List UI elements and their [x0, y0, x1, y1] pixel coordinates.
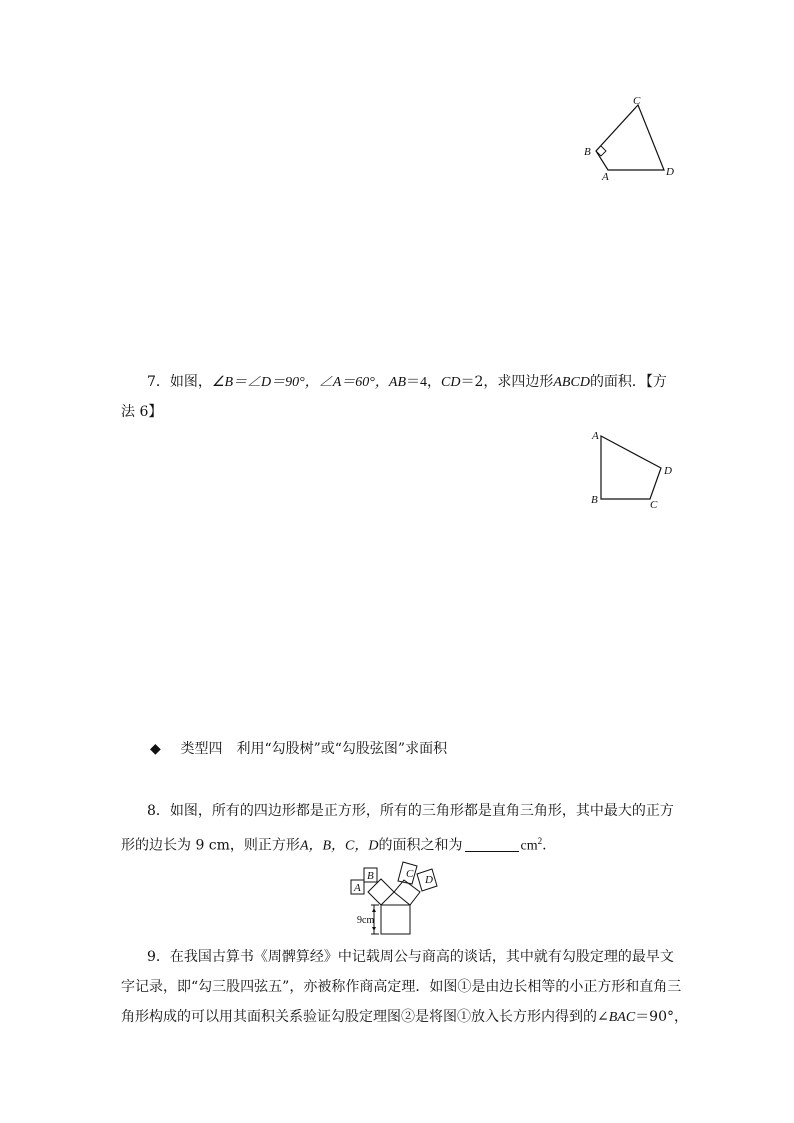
label-D: D: [666, 166, 674, 178]
problem9-line2: 字记录，即“勾三股四弦五”，亦被称作商高定理．如图①是由边长相等的小正方形和直角三: [121, 979, 682, 995]
figure-quadrilateral-problem7-svg: [588, 428, 688, 518]
problem7-prefix: 7．如图，: [147, 374, 212, 390]
label-A: A: [592, 430, 599, 442]
label-C: C: [650, 499, 658, 511]
problem7-end: 的面积．【方: [589, 374, 667, 390]
problem8-letters: A，B，C，D: [299, 838, 379, 854]
label-D: D: [664, 465, 672, 477]
diamond-bullet-icon: ◆: [150, 741, 161, 757]
problem8-line2: [121, 831, 681, 857]
label-C: C: [633, 95, 641, 107]
problem9-line3-prefix: 角形构成的可以用其面积关系验证勾股定理图②是将图①放入长方形内得到的∠: [121, 1009, 609, 1025]
problem9-line3: [121, 1007, 689, 1028]
label-A: A: [602, 171, 609, 183]
problem8-line1: 8．如图，所有的四边形都是正方形，所有的三角形都是直角三角形，其中最大的正方: [147, 803, 674, 819]
problem7-AB-value: ＝4，: [406, 375, 441, 390]
problem8-mid: 的面积之和为: [378, 837, 463, 854]
problem8-unit-exponent: 2: [537, 836, 543, 846]
section-heading: [150, 738, 447, 758]
problem7-CD: CD: [441, 375, 461, 390]
problem7-line2: 法 6】: [121, 404, 163, 420]
figure-pythagoras-tree: [346, 856, 446, 938]
section-title: 类型四 利用“勾股树”或“勾股弦图”求面积: [180, 741, 448, 757]
problem7-CD-value: ＝2，求四边形: [460, 374, 554, 390]
problem8-end: .: [542, 837, 547, 854]
figure-quadrilateral-problem7: [588, 428, 688, 518]
label-B: B: [367, 870, 374, 882]
label-D: D: [425, 874, 433, 886]
label-side-length: 9cm: [357, 915, 375, 926]
problem9-line1: 9．在我国古算书《周髀算经》中记载周公与商高的谈话，其中就有勾股定理的最早文: [147, 949, 674, 965]
label-B: B: [591, 494, 598, 506]
problem8-prefix: 形的边长为 9 cm，则正方形: [121, 837, 300, 854]
problem9-BAC: BAC: [608, 1010, 636, 1025]
label-B: B: [584, 146, 591, 158]
problem7-line1: [147, 372, 707, 393]
problem9-line3-end: ＝90°，: [635, 1009, 689, 1025]
problem8-unit: cm: [520, 838, 538, 854]
answer-blank: [465, 837, 519, 852]
label-C: C: [406, 868, 414, 880]
problem7-ABCD: ABCD: [553, 375, 590, 390]
figure-pythagoras-tree-svg: [346, 856, 446, 938]
label-A: A: [354, 882, 361, 894]
figure-quadrilateral-top-svg: [580, 95, 680, 185]
problem7-AB: AB: [388, 375, 406, 390]
figure-quadrilateral-top: [580, 95, 680, 185]
problem7-angles: ∠B＝∠D＝90°，∠A＝60°，: [211, 375, 389, 390]
